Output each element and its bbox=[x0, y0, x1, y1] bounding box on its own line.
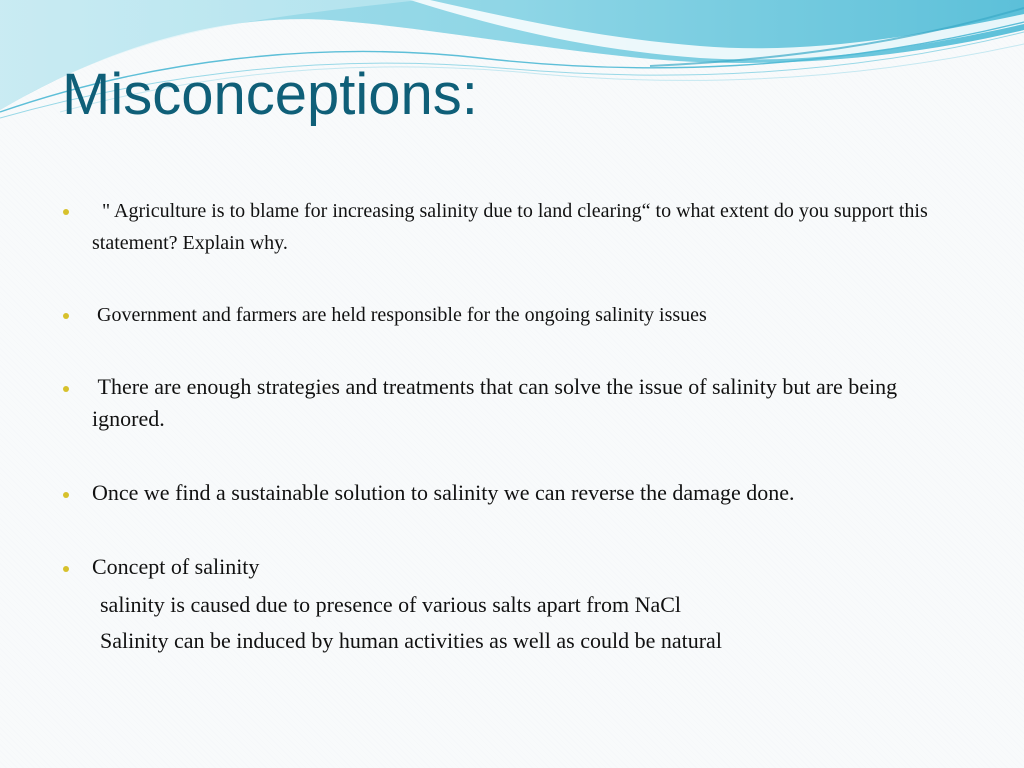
bullet-dot-icon bbox=[63, 209, 69, 215]
bullet-text: " Agriculture is to blame for increasing salinity due to land clearing“ to what extent do you support this statement? Explain why. bbox=[92, 200, 933, 254]
bullet-text: Once we find a sustainable solution to salinity we can reverse the damage done. bbox=[92, 480, 795, 505]
bullet-dot-icon bbox=[63, 313, 69, 319]
bullet-dot-icon bbox=[63, 492, 69, 498]
bullet-item bbox=[60, 299, 960, 331]
bullet-item bbox=[60, 195, 960, 259]
bullet-item bbox=[60, 371, 960, 435]
bullet-text: Concept of salinity bbox=[92, 554, 260, 579]
sub-bullet-text: Salinity can be induced by human activities as well as could be natural bbox=[100, 628, 722, 653]
bullet-dot-icon bbox=[63, 386, 69, 392]
bullet-item bbox=[60, 477, 960, 509]
bullet-item bbox=[60, 551, 960, 659]
bullet-text: Government and farmers are held responsible for the ongoing salinity issues bbox=[92, 304, 707, 326]
bullet-text: There are enough strategies and treatments that can solve the issue of salinity but are being ignored. bbox=[92, 374, 903, 431]
bullet-dot-icon bbox=[63, 566, 69, 572]
sub-bullet-text: salinity is caused due to presence of various salts apart from NaCl bbox=[100, 592, 682, 617]
bullet-list bbox=[60, 195, 960, 659]
slide-title: Misconceptions: bbox=[62, 62, 478, 127]
